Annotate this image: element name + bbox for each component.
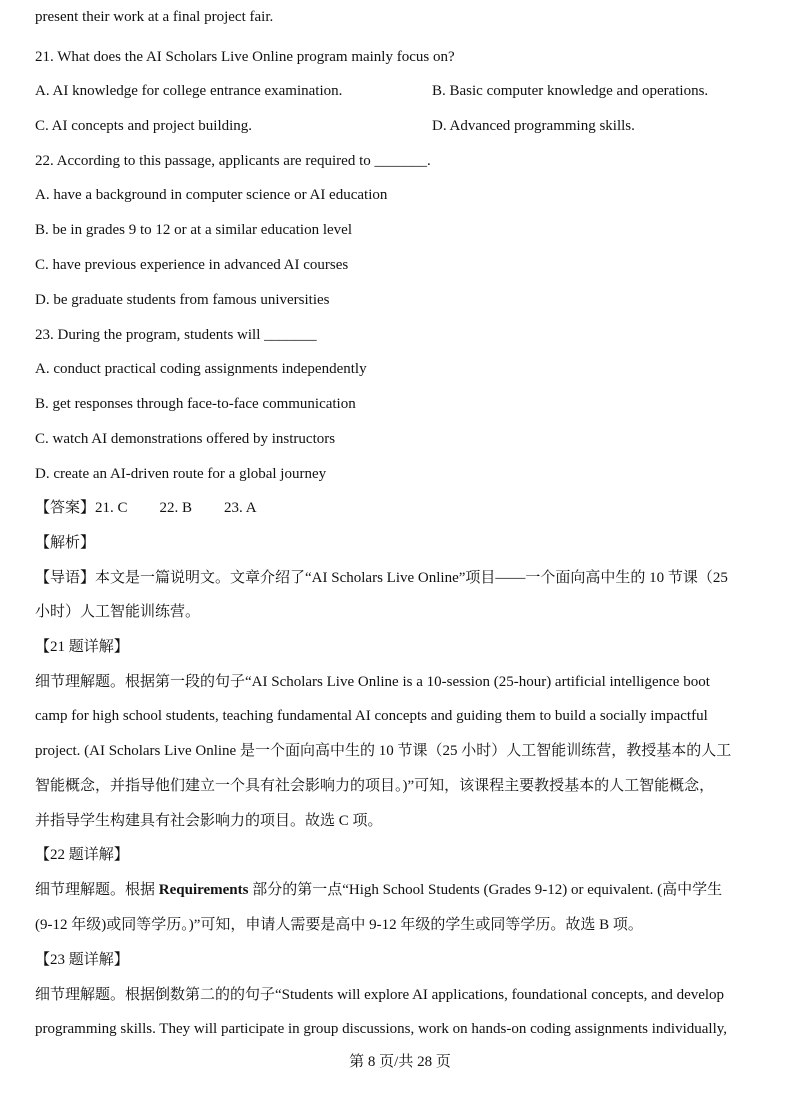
d23-line-1: 细节理解题。根据倒数第二的的句子“Students will explore AI applications, foundational concepts, and develop [35, 987, 725, 1003]
q21-option-c: C. AI concepts and project building. [35, 118, 253, 134]
guide-line-1 [35, 568, 760, 588]
d22-text-pre: 细节理解题。根据 [35, 882, 159, 898]
d23-line-2: programming skills. They will participate in group discussions, work on hands-on coding assignments individually, [35, 1021, 728, 1037]
answer-22: 22. B [159, 500, 193, 516]
d21-line-5: 并指导学生构建具有社会影响力的项目。故选 C 项。 [35, 813, 383, 829]
q22-option-b: B. be in grades 9 to 12 or at a similar education level [35, 222, 352, 238]
d23-heading: 【23 题详解】 [35, 952, 129, 968]
intro-tail: present their work at a final project fair. [35, 9, 274, 25]
page-footer: 第 8 页/共 28 页 [349, 1054, 451, 1070]
q23-option-c: C. watch AI demonstrations offered by instructors [35, 431, 336, 447]
answer-label: 【答案】 [35, 500, 96, 516]
q21-option-a: A. AI knowledge for college entrance examination. [35, 83, 343, 99]
answer-21: 21. C [95, 500, 128, 516]
answer-row [35, 498, 760, 518]
d21-line-3: project. (AI Scholars Live Online 是一个面向高中生的 10 节课（25 小时）人工智能训练营，教授基本的人工 [35, 743, 732, 759]
q21-options-row1 [35, 81, 760, 101]
q21-option-d: D. Advanced programming skills. [432, 118, 635, 134]
q23-option-b: B. get responses through face-to-face communication [35, 396, 356, 412]
q21-stem: 21. What does the AI Scholars Live Online program mainly focus on? [35, 49, 455, 65]
requirements-term: Requirements [158, 882, 249, 898]
q21-option-b: B. Basic computer knowledge and operations. [432, 83, 709, 99]
d22-line-2: (9-12 年级)或同等学历。)”可知，申请人需要是高中 9-12 年级的学生或同等学历。故选 B 项。 [35, 917, 643, 933]
d22-heading: 【22 题详解】 [35, 847, 129, 863]
q23-option-a: A. conduct practical coding assignments independently [35, 361, 367, 377]
guide-label: 【导语】 [35, 570, 96, 586]
d22-text-post: 部分的第一点“High School Students (Grades 9-12) or equivalent. (高中学生 [248, 882, 723, 898]
d21-line-2: camp for high school students, teaching fundamental AI concepts and guiding them to build a socially impactful [35, 708, 708, 724]
q22-stem: 22. According to this passage, applicants are required to _______. [35, 153, 431, 169]
d21-line-1: 细节理解题。根据第一段的句子“AI Scholars Live Online is a 10-session (25-hour) artificial intelligence boot [35, 674, 710, 690]
answer-23: 23. A [224, 500, 257, 516]
d21-line-4: 智能概念，并指导他们建立一个具有社会影响力的项目。)”可知，该课程主要教授基本的人工智能概念， [35, 778, 715, 794]
analysis-label: 【解析】 [35, 535, 96, 551]
q22-option-d: D. be graduate students from famous universities [35, 292, 330, 308]
guide-text-1: 本文是一篇说明文。文章介绍了“AI Scholars Live Online”项目——一个面向高中生的 10 节课（25 [95, 570, 728, 586]
q23-option-d: D. create an AI-driven route for a global journey [35, 466, 327, 482]
q22-option-c: C. have previous experience in advanced AI courses [35, 257, 349, 273]
d22-line-1 [35, 880, 760, 900]
q21-options-row2 [35, 116, 760, 136]
q22-option-a: A. have a background in computer science or AI education [35, 187, 388, 203]
q23-stem: 23. During the program, students will _______ [35, 327, 317, 343]
guide-line-2: 小时）人工智能训练营。 [35, 604, 201, 620]
d21-heading: 【21 题详解】 [35, 639, 129, 655]
